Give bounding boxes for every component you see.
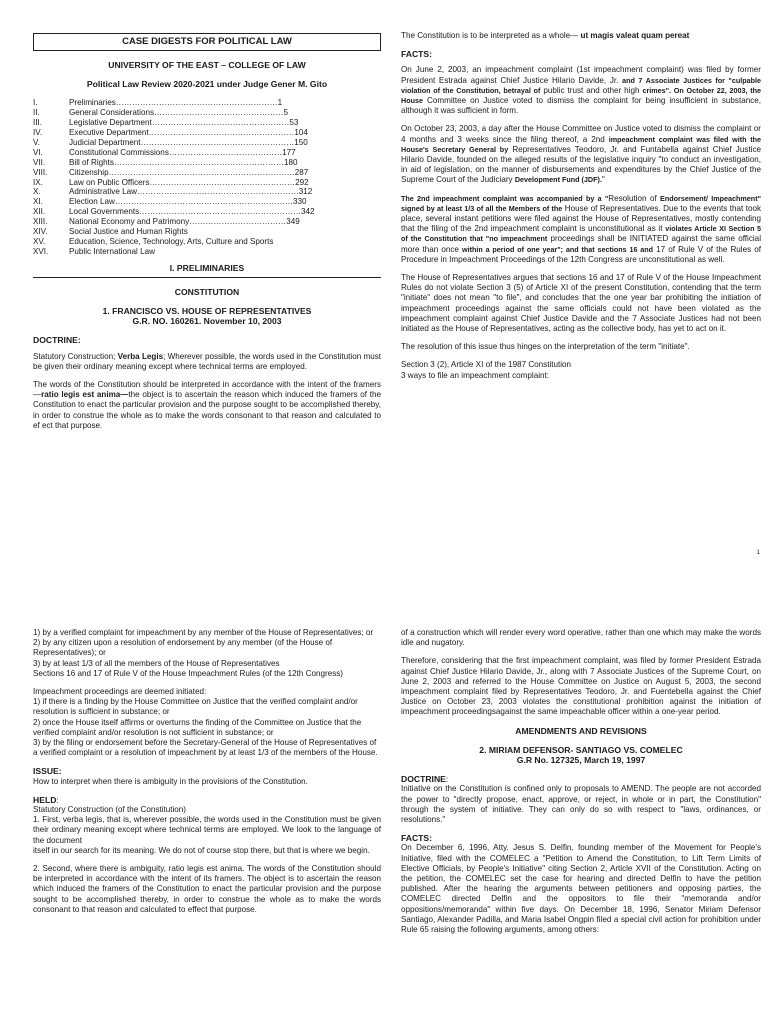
filing-methods-list [33, 628, 381, 679]
doctrine-paragraph: Statutory Construction; Verba Legis; Wherever possible, the words used in the Constitution must be given their ordinary meaning except where technical terms are employed. [33, 351, 382, 371]
case-gr-number: G.R No. 127325, March 19, 1997 [516, 755, 646, 766]
case-title: 1. FRANCISCO VS. HOUSE OF REPRESENTATIVES [102, 306, 312, 317]
page1-right-column [401, 31, 761, 381]
list-item: Impeachment proceedings are deemed initiated: [33, 687, 207, 697]
list-item: Sections 16 and 17 of Rule V of the House Impeachment Rules (of the 12th Congress) [33, 668, 343, 678]
toc-item[interactable] [33, 197, 381, 207]
facts-paragraph: The resolution of this issue thus hinges on the interpretation of the term "initiate". [401, 342, 690, 352]
toc-item-title: Social Justice and Human Rights [69, 226, 188, 236]
initiation-list [33, 687, 381, 758]
page2-right-column [401, 628, 761, 943]
facts-paragraph: On October 23, 2003, a day after the House Committee on Justice voted to dismiss the complaint or 4 months and 3 weeks since the filing thereof, a 2nd impeachment complaint was filed with the House's Secretary General by Representatives Teodoro, Jr. and Funtabella against Chief Justice Hilario Davide, founded on the alleged results of the legislative inquiry "to conduct an investigation, in aid of legislation, on the manner of disbursements and expenditures by the Chief Justice of the Supreme Court of the Judiciary Development Fund (JDF)." [401, 124, 762, 185]
toc-item-number: X. [33, 187, 41, 197]
list-item: 1) by a verified complaint for impeachment by any member of the House of Representatives; or [33, 628, 374, 637]
toc-item[interactable] [33, 237, 381, 247]
toc-item-title: National Economy and Patrimony………………………………349 [69, 217, 300, 227]
toc-item[interactable] [33, 128, 381, 138]
list-item: 3) by at least 1/3 of all the members of the House of Representatives [33, 658, 280, 668]
facts-line: Section 3 (2), Article XI of the 1987 Constitution [401, 360, 572, 370]
toc-item-title: Constitutional Commissions……………………………………177 [69, 147, 296, 157]
toc-item-number: XV. [33, 236, 46, 246]
list-item: 3) by the filing or endorsement before the Secretary-General of the House of Representatives of a verified complaint or a resolution of impeachment by at least 1/3 of the members of the House. [33, 738, 378, 758]
toc-item-title: Executive Department………………………………………………104 [69, 128, 308, 138]
toc-item-number: XI. [33, 197, 43, 207]
facts-paragraph: On June 2, 2003, an impeachment complaint (1st impeachment complaint) was filed by former President Estrada against Chief Justice Hilario Davide, Jr. and 7 Associate Justices for "culpable violation of the Constitution, betrayal of public trust and other high crimes". On October 22, 2003, the House Committee on Justice voted to dismiss the complaint for being insufficient in substance, although it was sufficient in form. [401, 65, 761, 116]
held-line: Statutory Construction (of the Constitution) [33, 805, 186, 815]
facts-paragraph: The 2nd impeachment complaint was accompanied by a "Resolution of Endorsement/ Impeachment" signed by at least 1/3 of all the Members of the House of Representatives. Due to the events that took place, several instant petitions were filed against the House of Representatives, mostly contending that the filing of the 2nd impeachment complaint is unconstitutional as it violates Article XI Section 5 of the Constitution that "no impeachment proceedings shall be INITIATED against the same official more than once within a period of one year"; and that sections 16 and 17 of Rule V of the Rules of Procedure in Impeachment Proceedings of the 12th Congress are unconstitutional as well. [401, 193, 761, 264]
held-paragraph: of a construction which will render every word operative, rather than one which may make the words idle and nugatory. [401, 628, 761, 648]
toc-item-number: I. [33, 98, 38, 108]
toc-item-number: IV. [33, 128, 43, 138]
facts-label: FACTS: [401, 833, 433, 844]
toc-item-title: Law on Public Officers………………………………………………292 [69, 177, 309, 187]
page1-left-column [33, 33, 381, 439]
toc-item-title: Preliminaries……………………………………………………1 [69, 98, 283, 108]
toc-item-title: Election Law…………………………………………………………330 [69, 197, 307, 207]
toc-item-title: General Considerations…………………………………………5 [69, 108, 289, 118]
document-title: CASE DIGESTS FOR POLITICAL LAW [33, 33, 381, 51]
held-paragraph: itself in our search for its meaning. We do not of course stop there, but that is where we begin. [33, 845, 370, 855]
page-number: 1 [756, 550, 760, 556]
toc-item-number: XIII. [33, 217, 48, 227]
list-item: 1) if there is a finding by the House Committee on Justice that the verified complaint and/or resolution is sufficient in substance; or [33, 697, 358, 717]
toc-item-title: Administrative Law……………………………………………………312 [69, 187, 313, 197]
held-paragraph: Therefore, considering that the first impeachment complaint, was filed by former President Estrada against Chief Justice Hilario Davide, Jr., along with 7 Associate Justices of the Supreme Court, on June 2, 2003 and referred to the House Committee on Justice on August 5, 2003, the second impeachment complaint filed by Representatives Teodoro, Jr. and Fuentebella against the Chief Justice on October 23, 2003 violates the constitutional prohibition against the initiation of impeachment proceedingsagainst the same impeachable officer within a one-year period. [401, 656, 761, 717]
topic-heading: CONSTITUTION [174, 286, 240, 297]
toc-item[interactable] [33, 168, 381, 178]
page-separator [0, 578, 768, 610]
toc-item[interactable] [33, 108, 381, 118]
issue-paragraph: How to interpret when there is ambiguity in the provisions of the Constitution. [33, 776, 308, 786]
toc-item-number: VI. [33, 147, 43, 157]
doctrine-paragraph: The words of the Constitution should be interpreted in accordance with the intent of the framers—ratio legis est anima—the object is to ascertain the reason which induced the framers of the Constitution to enact the particular provision and the purpose sought to be accomplished thereby, in order to construe the whole as to make the words consonant to that reason and calculated to ef ect that purpose. [33, 380, 381, 430]
toc-item-number: II. [33, 108, 40, 118]
toc-item[interactable] [33, 187, 381, 197]
toc-item[interactable] [33, 148, 381, 158]
table-of-contents [33, 98, 381, 256]
toc-item-number: V. [33, 137, 40, 147]
toc-item[interactable] [33, 247, 381, 257]
toc-item-title: Citizenship……………………………………………………………287 [69, 167, 309, 177]
list-item: 2) by any citizen upon a resolution of endorsement by any member (of the House of Representatives); or [33, 638, 333, 658]
held-paragraph: 2. Second, where there is ambiguity, ratio legis est anima. The words of the Constitution should be interpreted in accordance with the intent of its framers. The object is to ascertain the reason which induced the framers of the Constitution to enact the particular provision and the purpose sought to be accomplished thereby, in order to construe the whole as to make the words consonant to that reason and calculated to effect that purpose. [33, 864, 381, 914]
list-item: 2) once the House itself affirms or overturns the finding of the Committee on Justice that the verified complaint and/or resolution is not sufficient in substance; or [33, 717, 362, 737]
topic-heading: AMENDMENTS AND REVISIONS [515, 725, 647, 736]
toc-item-title: Public International Law [69, 246, 155, 256]
held-paragraph: 1. First, verba legis, that is, wherever possible, the words used in the Constitution must be given their ordinary meaning except where technical terms are employed. We look to the language of the document [33, 815, 381, 845]
toc-item[interactable] [33, 98, 381, 108]
toc-item-number: IX. [33, 177, 43, 187]
facts-label: FACTS: [401, 49, 433, 60]
toc-item-number: VII. [33, 157, 46, 167]
toc-item-title: Education, Science, Technology, Arts, Culture and Sports [69, 236, 274, 246]
document-page-2 [0, 610, 768, 1024]
case-title: 2. MIRIAM DEFENSOR- SANTIAGO VS. COMELEC [479, 744, 683, 755]
toc-item[interactable] [33, 217, 381, 227]
facts-paragraph: On December 6, 1996, Atty. Jesus S. Delfin, founding member of the Movement for People's Initiative, filed with the COMELEC a "Petition to Amend the Constitution, to Lift Term Limits of Elective Officials, by People's Initiative" citing Section 2, Article XVII of the Constitution. Acting on the petition, the COMELEC set the case for hearing and directed Delfin to have the petition published. After the hearing the arguments between petitioners and opposing parties, the COMELEC directed Delfin and the oppositors to file their "memoranda and/or oppositions/memoranda" within five days. On December 18, 1996, Senator Miriam Defensor Santiago, Alexander Padilla, and Maria Isabel Ongpin filed a special civil action for prohibition under Rule 65 raising the following arguments, among others: [401, 843, 761, 935]
toc-item-number: XVI. [33, 246, 49, 256]
held-label: HELD: [33, 794, 59, 805]
toc-item[interactable] [33, 227, 381, 237]
toc-item-title: Bill of Rights………………………………………………………180 [69, 157, 298, 167]
toc-item-title: Legislative Department……………………………………………53 [69, 118, 299, 128]
toc-item-title: Judicial Department…………………………………………………150 [69, 137, 308, 147]
toc-item-number: XIV. [33, 226, 48, 236]
doctrine-label: DOCTRINE: [401, 774, 449, 785]
toc-item-number: III. [33, 118, 42, 128]
intro-paragraph: The Constitution is to be interpreted as a whole— ut magis valeat quam pereat [401, 31, 690, 40]
toc-item[interactable] [33, 118, 381, 128]
toc-item[interactable] [33, 207, 381, 217]
toc-item-number: VIII. [33, 167, 48, 177]
toc-item-title: Local Governments……………………………………………………342 [69, 207, 315, 217]
toc-item[interactable] [33, 138, 381, 148]
facts-line: 3 ways to file an impeachment complaint: [401, 370, 550, 380]
course-subtitle: Political Law Review 2020-2021 under Judge Gener M. Gito [86, 79, 328, 90]
page2-left-column [33, 628, 381, 923]
issue-label: ISSUE: [33, 766, 62, 777]
section-heading: I. PRELIMINARIES [33, 263, 381, 278]
doctrine-paragraph: Initiative on the Constitution is confined only to proposals to AMEND. The people are not accorded the power to "directly propose, enact, approve, or reject, in whole or in part, the Constitution" through the system of initiative. They can only do so with respect to "laws, ordinances, or resolutions." [401, 784, 761, 825]
toc-item-number: XII. [33, 207, 46, 217]
doctrine-label: DOCTRINE: [33, 335, 81, 346]
facts-paragraph: The House of Representatives argues that sections 16 and 17 of Rule V of the House Impeachment Rules do not violate Section 3 (5) of Article XI of the present Constitution, contending that the term "initiate" does not mean "to file", and concludes that the one year bar prohibiting the initiation of impeachment proceedings against the same officials could not have been violated as the impeachment complaint against Chief Justice Davide and the 7 Associate Justices had not been initiated as the House of Representatives, acting as the collective body, has yet to act on it. [401, 273, 761, 334]
toc-item[interactable] [33, 158, 381, 168]
toc-item[interactable] [33, 178, 381, 188]
university-heading: UNIVERSITY OF THE EAST – COLLEGE OF LAW [108, 60, 306, 70]
case-gr-number: G.R. NO. 160261. November 10, 2003 [132, 316, 282, 327]
